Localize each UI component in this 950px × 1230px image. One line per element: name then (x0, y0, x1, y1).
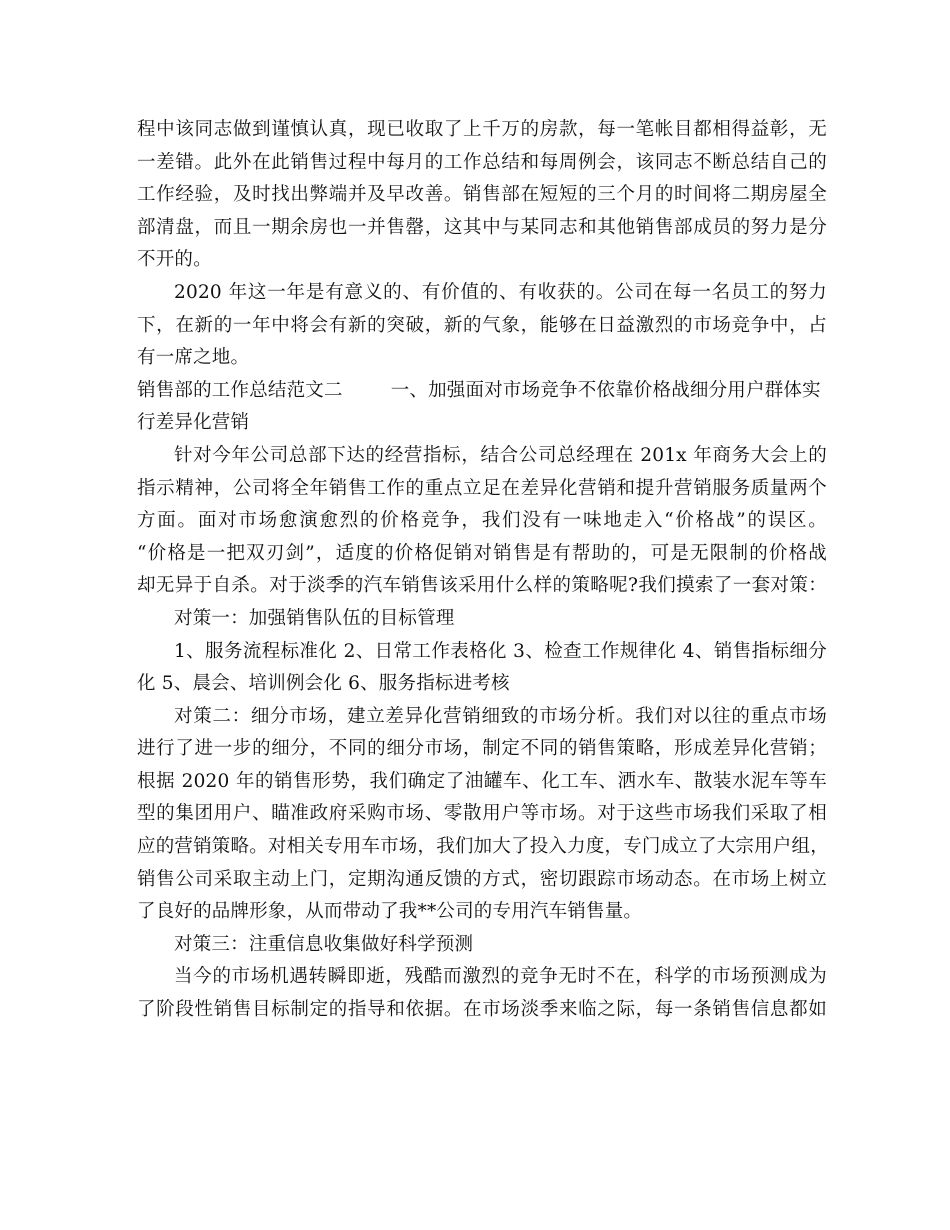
document-body (137, 114, 827, 1027)
paragraph-7 (137, 929, 827, 962)
text-line: 对策二：细分市场，建立差异化营销细致的市场分析。我们对以往的重点市场 (174, 705, 827, 727)
paragraph-4 (137, 603, 827, 636)
text-line: 部清盘，而且一期余房也一并售罄，这其中与某同志和其他销售部成员的努力是分 (137, 216, 827, 238)
section-title: 销售部的工作总结范文二 (137, 379, 343, 401)
text-line: 当今的市场机遇转瞬即逝，残酷而激烈的竞争无时不在，科学的市场预测成为 (174, 966, 827, 988)
text-line: “价格是一把双刃剑”，适度的价格促销对销售是有帮助的，可是无限制的价格战 (137, 542, 827, 564)
text-line: 一差错。此外在此销售过程中每月的工作总结和每周例会，该同志不断总结自己的 (137, 151, 827, 173)
text-line: 有一席之地。 (137, 347, 250, 369)
heading-line: 行差异化营销 (137, 412, 250, 434)
text-line: 对策一：加强销售队伍的目标管理 (174, 607, 455, 629)
text-line: 2020 年这一年是有意义的、有价值的、有收获的。公司在每一名员工的努力 (174, 281, 827, 303)
paragraph-8 (137, 961, 827, 1026)
text-line: 工作经验，及时找出弊端并及早改善。销售部在短短的三个月的时间将二期房屋全 (137, 184, 827, 206)
text-line: 销售公司采取主动上门，定期沟通反馈的方式，密切跟踪市场动态。在市场上树立 (137, 868, 827, 890)
section-subtitle: 一、加强面对市场竞争不依靠价格战细分用户群体实 (390, 379, 821, 401)
text-line: 方面。面对市场愈演愈烈的价格竞争，我们没有一味地走入“价格战”的误区。 (137, 510, 827, 532)
text-line: 应的营销策略。对相关专用车市场，我们加大了投入力度，专门成立了大宗用户组， (137, 836, 829, 858)
text-line: 程中该同志做到谨慎认真，现已收取了上千万的房款，每一笔帐目都相得益彰，无 (137, 119, 827, 140)
text-line: 进行了进一步的细分，不同的细分市场，制定不同的销售策略，形成差异化营销； (137, 738, 827, 760)
paragraph-2 (137, 277, 827, 375)
text-line: 根据 2020 年的销售形势，我们确定了油罐车、化工车、洒水车、散装水泥车等车 (137, 770, 827, 792)
paragraph-6 (137, 701, 827, 929)
text-line: 1、服务流程标准化 2、日常工作表格化 3、检查工作规律化 4、销售指标细分 (174, 640, 827, 662)
paragraph-5 (137, 636, 827, 701)
text-line: 指示精神，公司将全年销售工作的重点立足在差异化营销和提升营销服务质量两个 (137, 477, 827, 499)
section-heading (137, 375, 827, 440)
paragraph-1 (137, 114, 827, 277)
paragraph-3 (137, 440, 827, 603)
text-line: 型的集团用户、瞄准政府采购市场、零散用户等市场。对于这些市场我们采取了相 (137, 803, 827, 825)
text-line: 化 5、晨会、培训例会化 6、服务指标进考核 (137, 673, 510, 695)
text-line: 了良好的品牌形象，从而带动了我**公司的专用汽车销售量。 (137, 901, 643, 923)
text-line: 了阶段性销售目标制定的指导和依据。在市场淡季来临之际，每一条销售信息都如 (137, 999, 827, 1021)
text-line: 却无异于自杀。对于淡季的汽车销售该采用什么样的策略呢?我们摸索了一套对策： (137, 575, 827, 597)
text-line: 对策三：注重信息收集做好科学预测 (174, 933, 474, 955)
text-line: 下，在新的一年中将会有新的突破，新的气象，能够在日益激烈的市场竞争中，占 (137, 314, 827, 336)
heading-line (137, 375, 827, 408)
text-line: 针对今年公司总部下达的经营指标，结合公司总经理在 201x 年商务大会上的 (174, 444, 827, 466)
text-line: 不开的。 (137, 249, 212, 271)
